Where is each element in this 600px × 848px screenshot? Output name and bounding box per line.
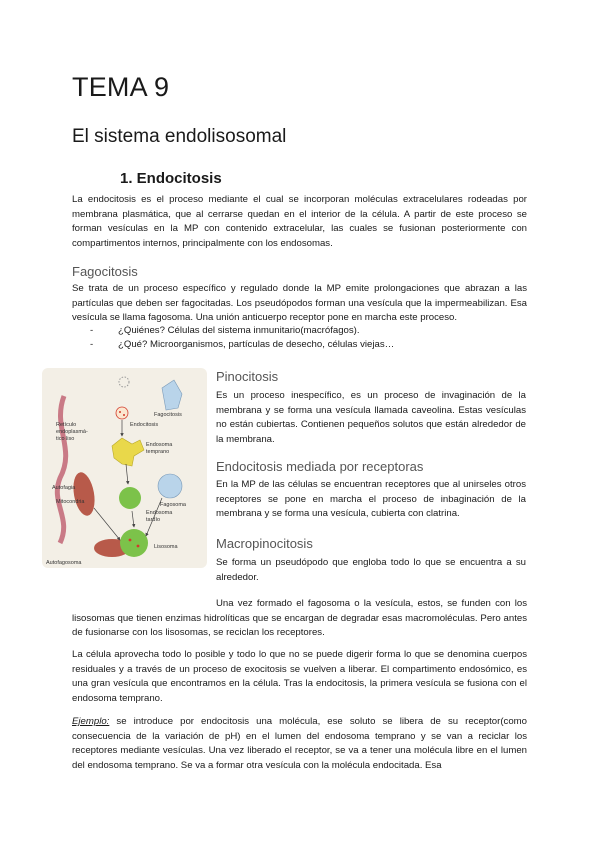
heading-pinocitosis: Pinocitosis	[216, 369, 279, 384]
label-temprano: temprano	[146, 449, 170, 455]
label-autofagia: Autofagia	[52, 485, 76, 491]
label-endosoma-tardio-2: tardío	[146, 517, 161, 523]
doc-subtitle: El sistema endolisosomal	[72, 126, 287, 147]
intro-paragraph: La endocitosis es el proceso mediante el cual se incorporan moléculas extracelulares rodeadas por membrana plasmática, que al cerrarse quedan en el interior de la célula. A partir de este proceso se forman vesículas en la MP con contenido extracelular, las cuales se fusionan posteriormente con compartimentos internos, principalmente con los endosomas.	[72, 194, 527, 249]
heading-macropinocitosis: Macropinocitosis	[216, 536, 313, 551]
phagosome-shape	[158, 474, 182, 498]
label-lisosoma: Lisosoma	[154, 544, 178, 550]
example-label: Ejemplo:	[72, 716, 110, 727]
label-mitocondria: Mitocondria	[56, 499, 85, 505]
example-text: se introduce por endocitosis una molécula, ese soluto se libera de su receptor(como consecuencia de la variación de pH) en el lumen del endosoma temprano y se van a reciclar los receptores mediante vesículas. Una vez liberado el receptor, se va a tener una molécula libre en el lumen del endosoma temprano. Se va a formar otra vesícula con la molécula endocitada. Esa	[72, 716, 527, 771]
heading-fagocitosis: Fagocitosis	[72, 264, 138, 279]
vesicle-endocytosis	[116, 407, 128, 419]
label-tico-liso: tico liso	[56, 436, 75, 442]
heading-receptoras: Endocitosis mediada por receptoras	[216, 459, 424, 474]
endocytosis-diagram	[42, 368, 207, 568]
label-endosoma-tardio-1: Endosoma	[146, 510, 173, 516]
late-endosome-shape	[119, 487, 141, 509]
bullet-que: - ¿Qué? Microorganismos, partículas de desecho, células viejas…	[88, 338, 394, 352]
macropinocitosis-paragraph: Se forma un pseudópodo que engloba todo lo que se encuentra a su alrededor.	[216, 557, 526, 583]
receptoras-paragraph: En la MP de las células se encuentran receptores que al unirseles otros receptores se pone en marcha el proceso de inbaginación de la membrana y se forma una vesícula, cubierta con clatrina.	[216, 479, 526, 520]
label-fagosoma: Fagosoma	[160, 502, 186, 508]
doc-title: TEMA 9	[72, 72, 170, 102]
fagocitosis-paragraph: Se trata de un proceso específico y regulado donde la MP emite prolongaciones que abrazan a las partículas que deben ser fagocitadas. Los pseudópodos forman una vesícula que la impermeabilizan. Esa vesícula se llama fagosoma. Una unión anticuerpo receptor pone en marcha este proceso.	[72, 283, 527, 324]
label-endosoma: Endosoma	[146, 442, 173, 448]
fagocitosis-bullets	[88, 324, 394, 352]
label-endoplasmatico: endoplasmá-	[56, 429, 88, 435]
section-heading-endocitosis: 1. Endocitosis	[120, 170, 222, 187]
bullet-quienes: - ¿Quiénes? Células del sistema inmunitario(macrófagos).	[88, 324, 394, 338]
cell-paragraph: La célula aprovecha todo lo posible y todo lo que no se puede digerir forma lo que se denomina cuerpos residuales y a través de un proceso de exocitosis se vuelven a liberar. El compartimento endosómico, es una gran vesícula que encontramos en la célula. Tras la endocitosis, la primera vesícula se fusiona con el endosoma temprano.	[72, 649, 527, 704]
lysosome-shape	[120, 529, 148, 557]
label-autofagosoma: Autofagosoma	[46, 560, 82, 566]
pinocitosis-paragraph: Es un proceso inespecífico, es un proceso de invaginación de la membrana y se forma una vesícula llamada caveolina. Estas vesículas no están cubiertas. Contienen pequeños solutos que están alrededor de la membrana.	[216, 390, 526, 445]
label-reticulo: Retículo	[56, 422, 77, 428]
example-paragraph	[72, 715, 527, 773]
label-fagocitosis: Fagocitosis	[154, 412, 182, 418]
fusion-paragraph: Una vez formado el fagosoma o la vesícula, estos, se funden con los lisosomas que tienen enzimas hidrolíticas que se encargan de degradar esas macromoléculas. Pero antes de fusionarse con los lisosomas, se reciclan los receptores.	[72, 598, 527, 639]
label-endocitosis: Endocitosis	[130, 422, 159, 428]
